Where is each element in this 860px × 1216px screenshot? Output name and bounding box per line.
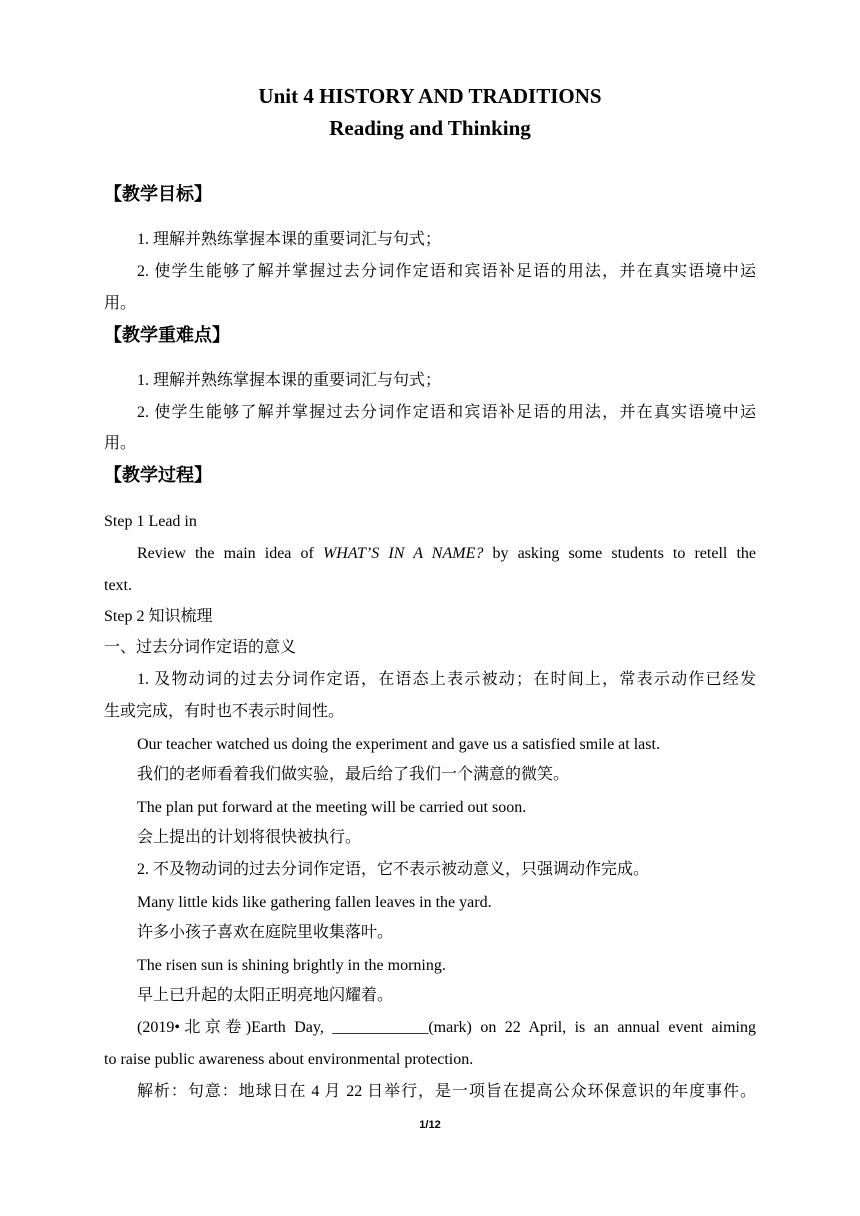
example-3-chinese: 许多小孩子喜欢在庭院里收集落叶。 (137, 924, 394, 941)
exam-question-line-1: (2019•北京卷)Earth Day, ____________(mark) on 22 April, is an annual event aiming (137, 1019, 756, 1036)
document-title: Unit 4 HISTORY AND TRADITIONS (258, 84, 602, 108)
process-heading: 【教学过程】 (104, 465, 212, 486)
step-1-text-line-2: text. (104, 577, 132, 594)
point-2: 2. 不及物动词的过去分词作定语，它不表示被动意义，只强调动作完成。 (137, 861, 650, 878)
example-2-english: The plan put forward at the meeting will be carried out soon. (137, 799, 527, 816)
objectives-heading: 【教学目标】 (104, 184, 212, 205)
step-1-text-pre: Review the main idea of (137, 545, 323, 562)
example-1-chinese: 我们的老师看着我们做实验，最后给了我们一个满意的微笑。 (137, 766, 570, 783)
example-2-chinese: 会上提出的计划将很快被执行。 (137, 829, 362, 846)
example-3-english: Many little kids like gathering fallen leaves in the yard. (137, 894, 492, 911)
example-1-english: Our teacher watched us doing the experiment and gave us a satisfied smile at last. (137, 736, 660, 753)
step-1-title: Step 1 Lead in (104, 513, 197, 530)
example-4-chinese: 早上已升起的太阳正明亮地闪耀着。 (137, 987, 394, 1004)
step-1-text-work-title: WHAT’S IN A NAME? (322, 545, 484, 562)
point-1-line-1: 1. 及物动词的过去分词作定语，在语态上表示被动；在时间上，常表示动作已经发 (137, 671, 756, 688)
key-points-item-1: 1. 理解并熟练掌握本课的重要词汇与句式； (137, 372, 442, 389)
key-points-heading: 【教学重难点】 (104, 325, 230, 346)
objectives-item-2-line-1: 2. 使学生能够了解并掌握过去分词作定语和宾语补足语的用法，并在真实语境中运 (137, 263, 756, 280)
analysis-text: 解析：句意：地球日在 4 月 22 日举行，是一项旨在提高公众环保意识的年度事件。 (137, 1083, 756, 1100)
step-2-title: Step 2 知识梳理 (104, 608, 213, 625)
document-subtitle: Reading and Thinking (329, 116, 531, 140)
step-1-text-post: by asking some students to retell the (483, 545, 756, 562)
page-number: 1/12 (419, 1119, 441, 1131)
key-points-item-2-line-1: 2. 使学生能够了解并掌握过去分词作定语和宾语补足语的用法，并在真实语境中运 (137, 404, 756, 421)
objectives-item-2-line-2: 用。 (104, 295, 137, 312)
key-points-item-2-line-2: 用。 (104, 435, 137, 452)
point-1-line-2: 生或完成，有时也不表示时间性。 (104, 703, 345, 720)
exam-question-line-2: to raise public awareness about environmental protection. (104, 1051, 474, 1068)
section-1-heading: 一、过去分词作定语的意义 (104, 639, 297, 656)
step-1-text-line-1 (137, 544, 756, 564)
objectives-item-1: 1. 理解并熟练掌握本课的重要词汇与句式； (137, 231, 442, 248)
example-4-english: The risen sun is shining brightly in the morning. (137, 957, 446, 974)
